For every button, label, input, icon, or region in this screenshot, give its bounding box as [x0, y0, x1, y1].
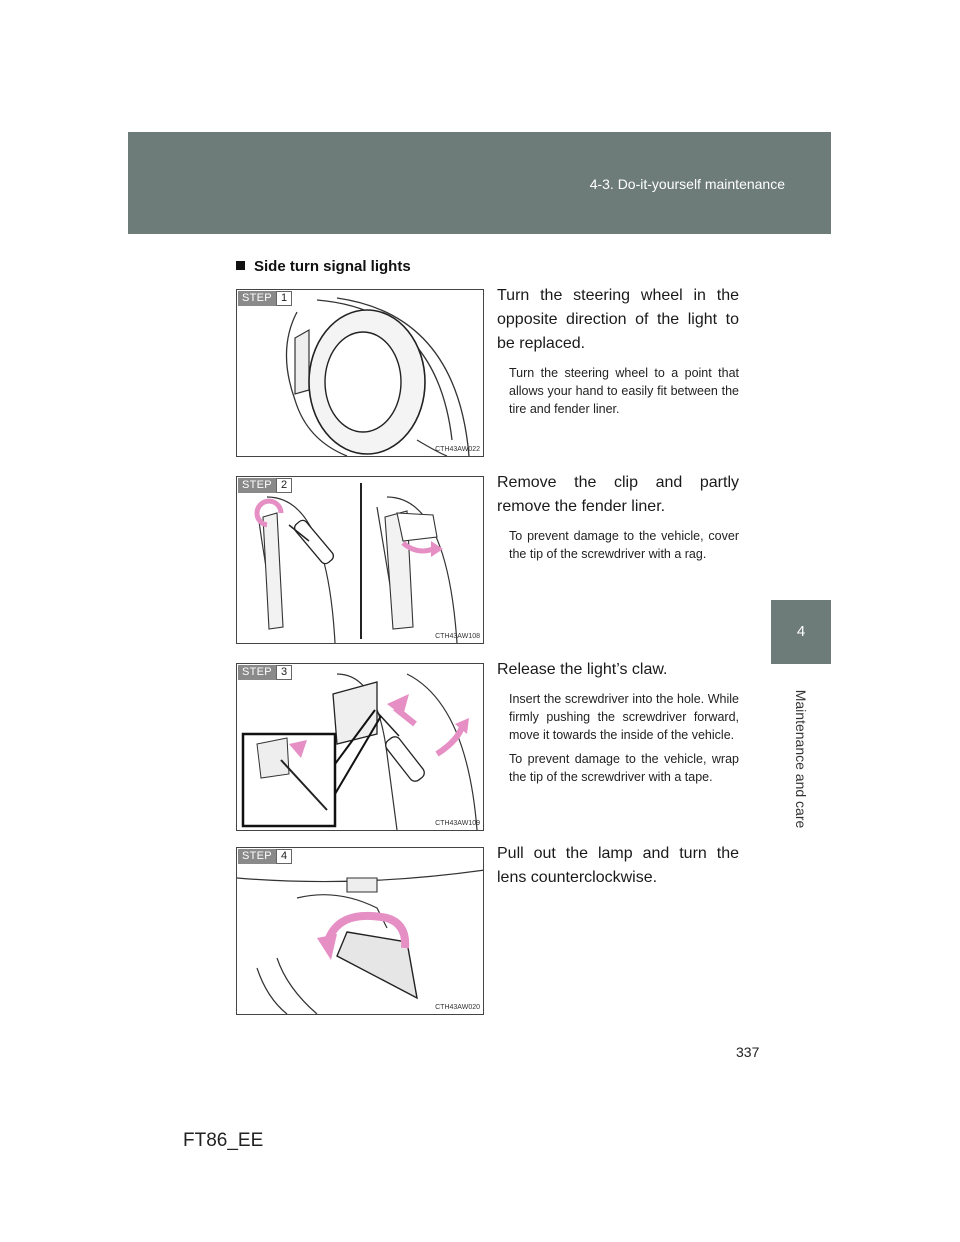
tire-illustration — [237, 290, 484, 457]
step-instruction: Remove the clip and partly remove the fender liner. — [497, 474, 739, 515]
step-instruction: Turn the steering wheel in the opposite direction of the light to be replaced. — [497, 287, 739, 352]
step-1-text — [497, 284, 739, 424]
step-badge: STEP 4 — [238, 849, 292, 864]
section-title — [236, 258, 411, 275]
fender-liner-illustration — [237, 477, 484, 644]
lamp-removal-illustration — [237, 848, 484, 1015]
step-instruction: Release the light’s claw. — [497, 661, 668, 678]
footer-code: FT86_EE — [183, 1130, 264, 1151]
header-title: 4-3. Do-it-yourself maintenance — [589, 176, 785, 192]
figure-step-2 — [236, 476, 484, 644]
step-note: To prevent damage to the vehicle, cover the tip of the screwdriver with a rag. — [509, 529, 739, 561]
step-note: Insert the screwdriver into the hole. While firmly pushing the screwdriver forward, move it towards the inside of the vehicle. — [509, 692, 739, 742]
step-note: To prevent damage to the vehicle, wrap the tip of the screwdriver with a tape. — [509, 752, 739, 784]
figure-code: CTH43AW020 — [435, 1004, 480, 1011]
figure-code: CTH43AW022 — [435, 446, 480, 453]
light-claw-illustration — [237, 664, 484, 831]
section-title-text: Side turn signal lights — [254, 258, 411, 275]
step-note: Turn the steering wheel to a point that allows your hand to easily fit between the tire and fender liner. — [509, 366, 739, 416]
header-band — [128, 132, 831, 234]
step-badge: STEP 3 — [238, 665, 292, 680]
figure-code: CTH43AW109 — [435, 820, 480, 827]
step-3-text — [497, 658, 739, 792]
chapter-tab — [771, 664, 831, 854]
step-2-text — [497, 471, 739, 569]
step-4-text — [497, 842, 739, 898]
step-badge: STEP 1 — [238, 291, 292, 306]
chapter-number-tab: 4 — [771, 600, 831, 664]
square-bullet-icon — [236, 261, 245, 270]
page-number: 337 — [736, 1044, 760, 1060]
step-badge: STEP 2 — [238, 478, 292, 493]
figure-code: CTH43AW108 — [435, 633, 480, 640]
figure-step-3 — [236, 663, 484, 831]
step-instruction: Pull out the lamp and turn the lens counterclockwise. — [497, 845, 739, 886]
chapter-label: Maintenance and care — [793, 689, 809, 829]
figure-step-4 — [236, 847, 484, 1015]
figure-step-1 — [236, 289, 484, 457]
